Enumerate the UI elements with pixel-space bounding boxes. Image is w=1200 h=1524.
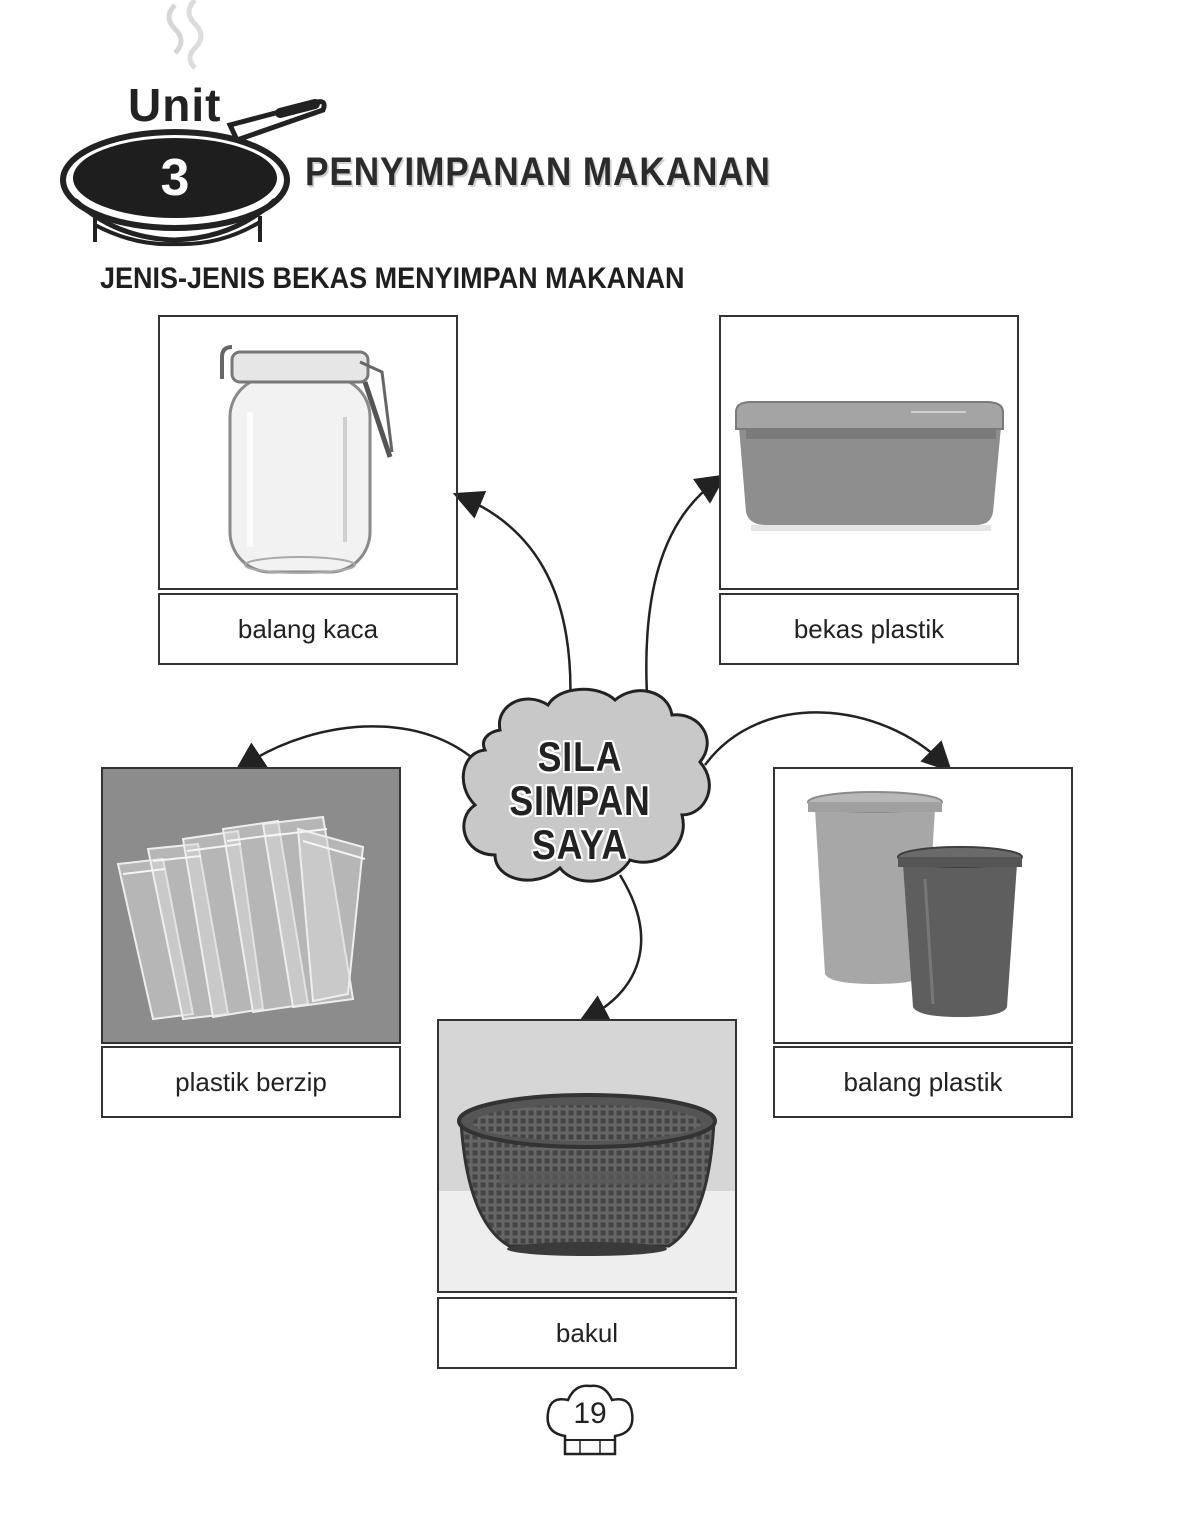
page-title: PENYIMPANAN MAKANAN [305, 150, 771, 194]
plastic-canisters-label: balang plastik [773, 1046, 1073, 1118]
basket-image [439, 1021, 735, 1291]
plastic-canisters-image [775, 769, 1071, 1042]
glass-jar-frame [158, 315, 458, 590]
plastic-container-frame [719, 315, 1019, 590]
arrow-to-basket [587, 875, 641, 1018]
glass-jar-label: balang kaca [158, 593, 458, 665]
arrow-to-zip-bags [243, 726, 485, 770]
arrow-to-glass-jar [462, 497, 570, 710]
page-number: 19 [573, 1397, 607, 1430]
unit-label: Unit [128, 79, 222, 131]
basket-label: bakul [437, 1297, 737, 1369]
arrow-to-plastic-container [646, 480, 718, 712]
zip-bags-image [103, 769, 399, 1042]
unit-number: 3 [160, 149, 190, 207]
plastic-canisters-frame [773, 767, 1073, 1044]
plastic-container-image [721, 317, 1017, 588]
cloud-line-2: SIMPAN [509, 777, 651, 824]
basket-frame [437, 1019, 737, 1293]
cloud-line-1: SILA [537, 733, 623, 780]
cloud-line-3: SAYA [531, 821, 629, 868]
zip-bags-frame [101, 767, 401, 1044]
section-heading: JENIS-JENIS BEKAS MENYIMPAN MAKANAN [100, 262, 685, 295]
arrow-to-plastic-canisters [705, 712, 945, 765]
cloud-message [487, 735, 674, 867]
glass-jar-image [160, 317, 456, 588]
plastic-container-label: bekas plastik [719, 593, 1019, 665]
zip-bags-label: plastik berzip [101, 1046, 401, 1118]
